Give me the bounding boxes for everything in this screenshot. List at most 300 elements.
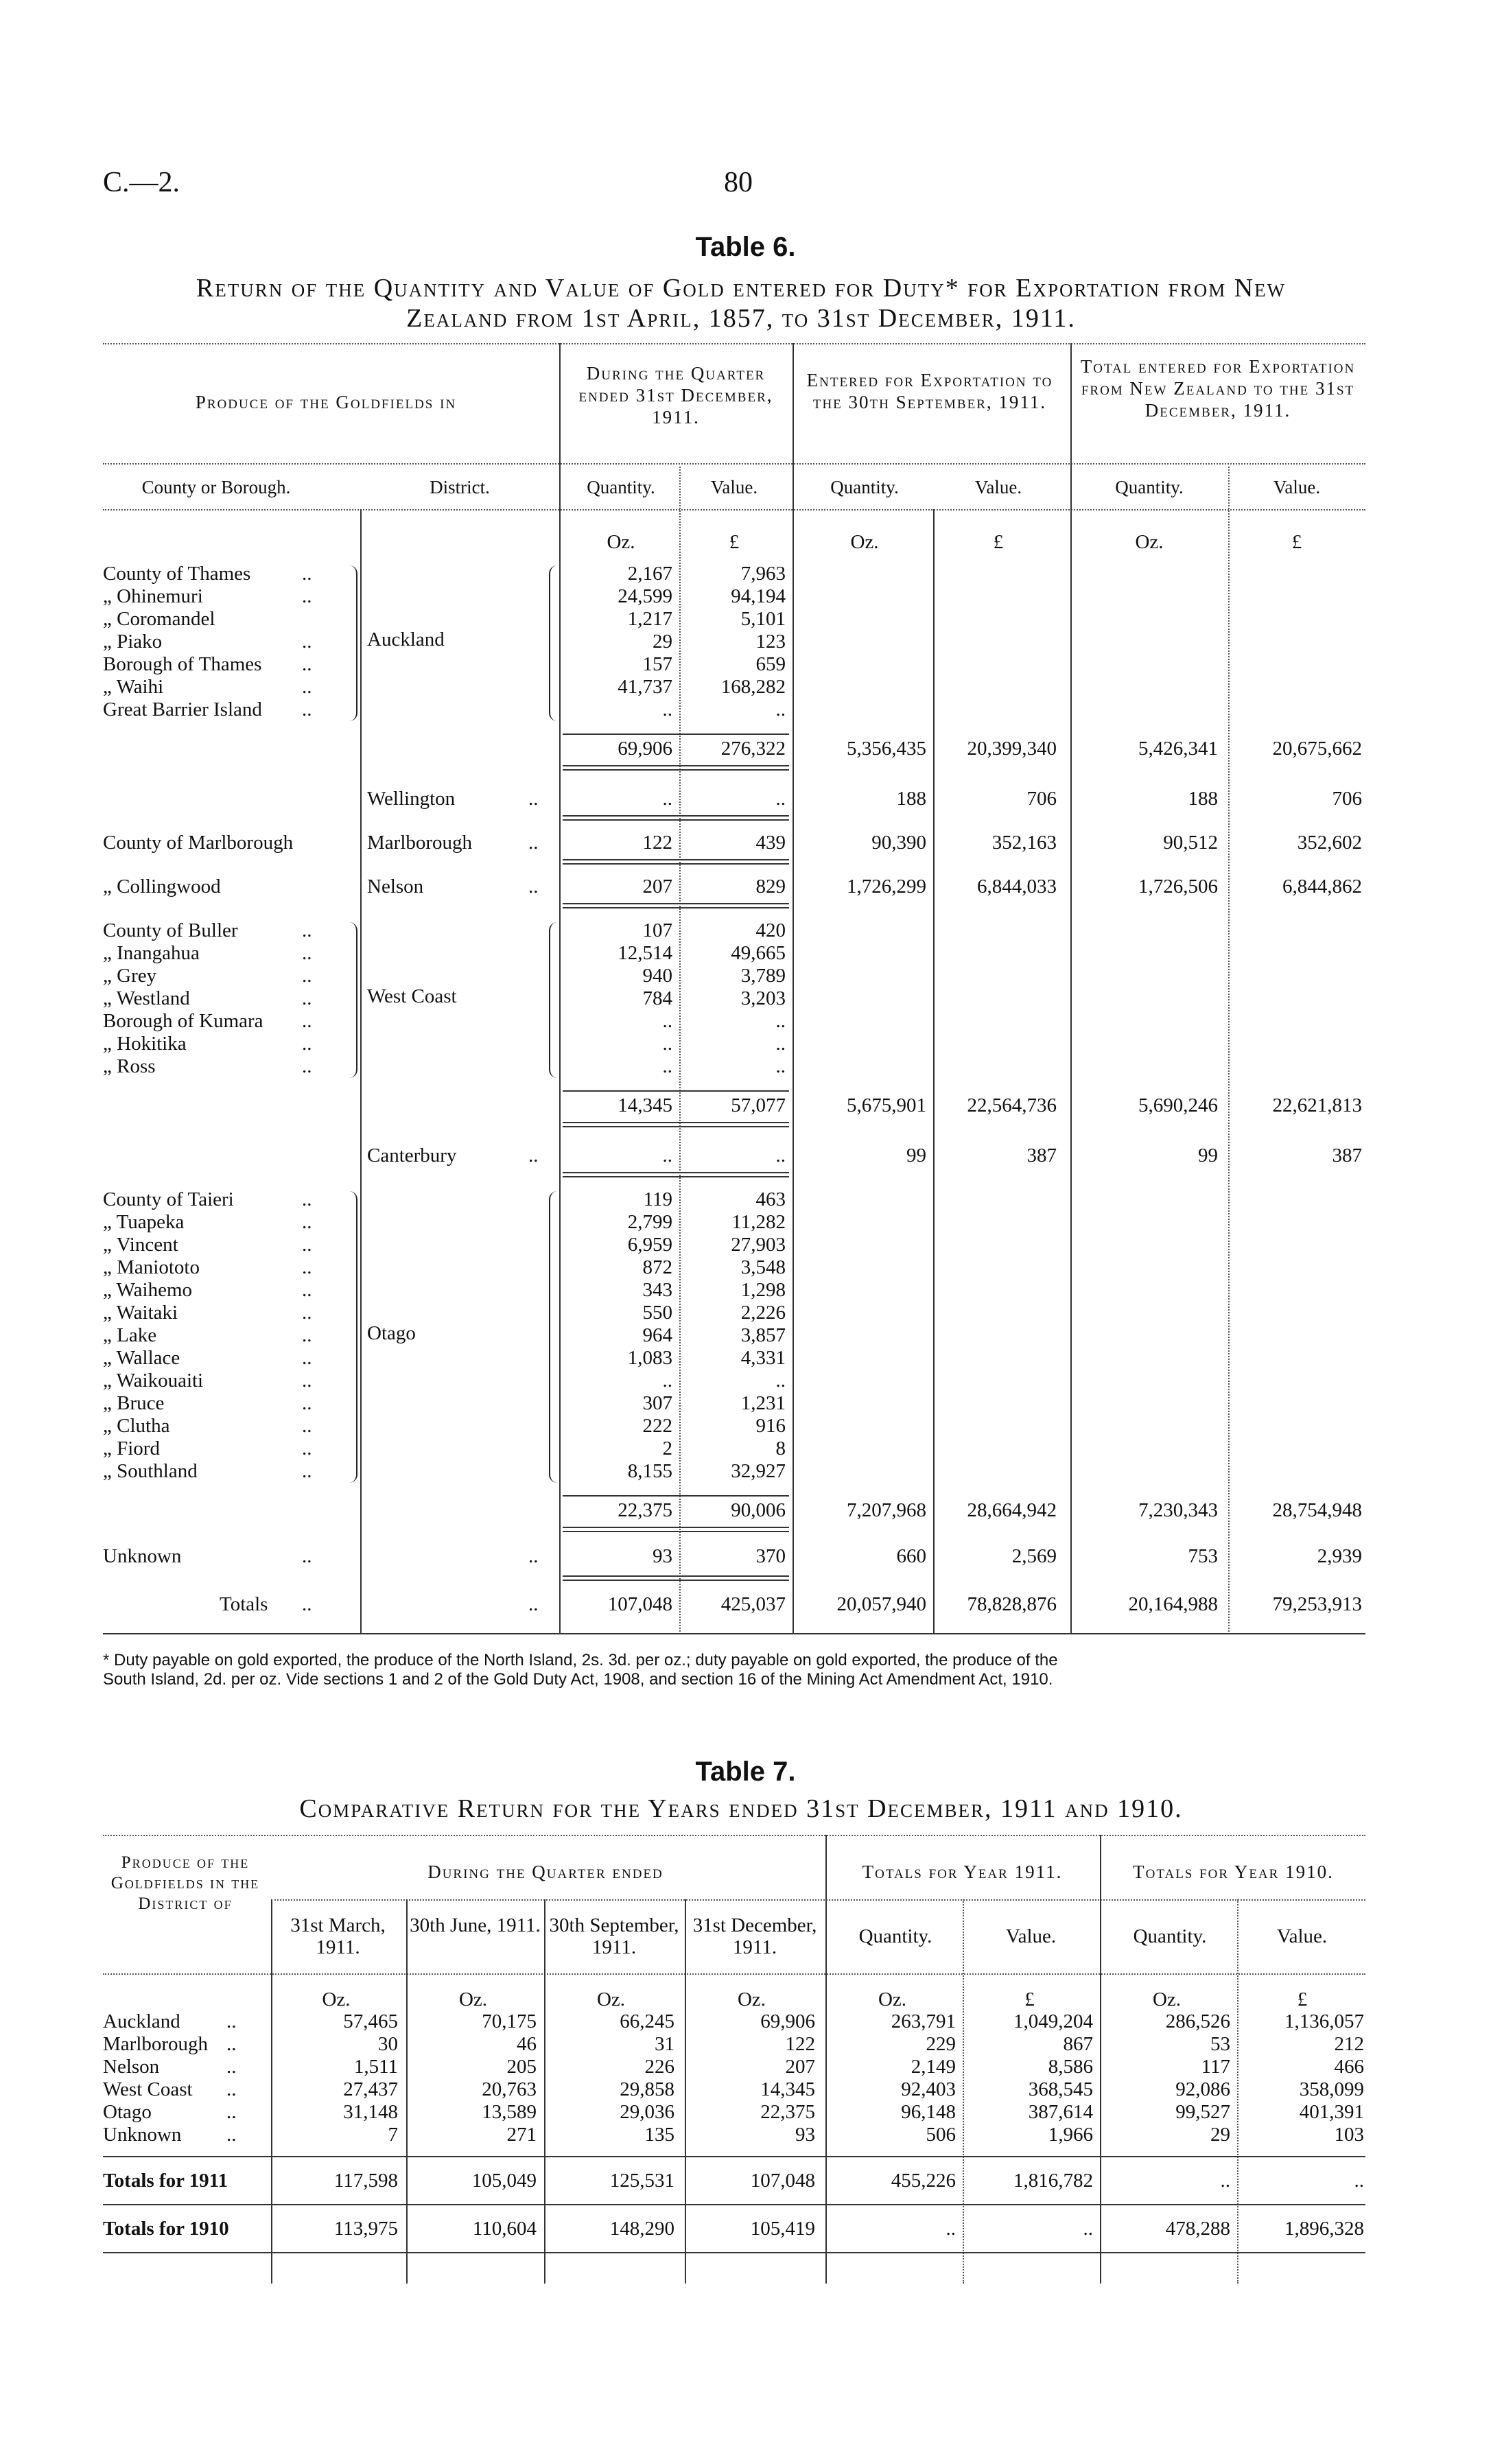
- t6-otago-row-dots: ..: [302, 1460, 312, 1482]
- t7-row-tv10: 1,136,057: [1284, 2010, 1364, 2032]
- t7-row-q1: 57,465: [343, 2010, 398, 2032]
- t6-otago-row-val: 32,927: [731, 1460, 786, 1482]
- t6-nelson-eq: 1,726,299: [847, 876, 926, 897]
- page-number: 80: [724, 167, 753, 198]
- t6-nelson-district: Nelson: [367, 876, 424, 897]
- t7-row-tv11: 1,966: [1048, 2124, 1093, 2146]
- t7-row-tq10: 53: [1210, 2033, 1230, 2055]
- t6-otago-row-qty: 8,155: [627, 1460, 672, 1482]
- t6-marlborough-dots: ..: [528, 832, 539, 854]
- t6-canterbury-ev: 387: [1026, 1145, 1057, 1166]
- t7-row-q2: 46: [517, 2033, 537, 2055]
- t6-westcoast-row-qty: ..: [662, 1055, 672, 1077]
- t6-otago-row-dots: ..: [302, 1256, 312, 1278]
- t7-totals1910-name: Totals for 1910: [103, 2218, 229, 2240]
- t6-unknown-tv: 2,939: [1317, 1545, 1362, 1567]
- t6-wellington-val: ..: [775, 788, 786, 810]
- t7-row-tv10: 103: [1334, 2124, 1364, 2146]
- t6-totals-ev: 78,828,876: [967, 1593, 1057, 1615]
- table7-title: Table 7.: [695, 1757, 796, 1787]
- t7-row-tv11: 867: [1063, 2033, 1093, 2055]
- t6-nelson-qty: 207: [642, 876, 672, 897]
- t7-row-q1: 27,437: [343, 2078, 398, 2100]
- t6-nelson-tv: 6,844,862: [1282, 876, 1362, 897]
- t6-wellington-eq: 188: [896, 788, 926, 810]
- t7-row-q1: 31,148: [343, 2101, 398, 2123]
- t7-head-tot1911: Totals for Year 1911.: [862, 1862, 1063, 1882]
- t6-unit-oz-3: Oz.: [1135, 531, 1164, 553]
- t6-auckland-row-val: 5,101: [740, 608, 786, 630]
- t6-otago-row-name: „ Waihemo: [103, 1279, 193, 1301]
- t7-totals1910-q2: 110,604: [472, 2218, 537, 2240]
- t6-otago-row-qty: 550: [642, 1302, 672, 1324]
- t6-otago-row-name: „ Clutha: [103, 1415, 170, 1437]
- t6-auckland-brace-right: [347, 565, 357, 721]
- t6-head-entered-val: Value.: [974, 477, 1022, 497]
- t6-westcoast-row-name: „ Ross: [103, 1055, 156, 1077]
- t6-westcoast-total-qty: 14,345: [618, 1094, 672, 1116]
- t6-otago-total-eq: 7,207,968: [847, 1499, 926, 1521]
- t7-totals1911-tv10: ..: [1354, 2170, 1364, 2192]
- t6-totals-eq: 20,057,940: [836, 1593, 926, 1615]
- t7-head-q2: 30th June, 1911.: [410, 1914, 541, 1936]
- t6-otago-total-val: 90,006: [731, 1499, 786, 1521]
- t6-westcoast-total-eq: 5,675,901: [847, 1094, 926, 1116]
- t7-head-q1: 31st March, 1911.: [290, 1914, 386, 1958]
- t7-unit-oz-q1: Oz.: [322, 1988, 351, 2010]
- table6-footnote-line2: South Island, 2d. per oz. Vide sections 1 and 2 of the Gold Duty Act, 1908, and section 16 of the Mining Act Amendment Act, 1910.: [103, 1670, 1053, 1689]
- t6-otago-row-name: „ Vincent: [103, 1234, 178, 1256]
- t7-head-qty10: Quantity.: [1133, 1925, 1207, 1947]
- t6-westcoast-total-ev: 22,564,736: [967, 1094, 1057, 1116]
- t6-otago-row-qty: 6,959: [627, 1234, 672, 1256]
- t6-westcoast-row-qty: ..: [662, 1033, 672, 1055]
- t6-otago-row-dots: ..: [302, 1415, 312, 1437]
- t7-row-name: Auckland: [103, 2010, 180, 2032]
- t6-totals-name: Totals: [220, 1593, 268, 1615]
- t6-auckland-row-dots: ..: [302, 585, 312, 607]
- t7-unit-oz-q2: Oz.: [458, 1988, 488, 2010]
- t6-auckland-total-val: 276,322: [720, 738, 786, 760]
- t6-otago-district: Otago: [367, 1322, 416, 1344]
- table6-title: Table 6.: [695, 232, 796, 262]
- t7-row-name: Unknown: [103, 2124, 182, 2146]
- t6-unknown-eq: 660: [896, 1545, 926, 1567]
- t7-row-q1: 7: [388, 2124, 398, 2146]
- t6-otago-row-qty: 1,083: [627, 1347, 672, 1369]
- t7-row-q2: 20,763: [482, 2078, 537, 2100]
- t6-westcoast-brace-right: [347, 922, 357, 1078]
- t6-otago-row-qty: 307: [642, 1392, 672, 1414]
- t7-row-tq11: 96,148: [901, 2101, 956, 2123]
- t6-marlborough-district: Marlborough: [367, 832, 473, 854]
- t6-marlborough-ev: 352,163: [991, 832, 1057, 854]
- t7-head-val11: Value.: [1005, 1925, 1057, 1947]
- t7-row-q4: 22,375: [760, 2101, 815, 2123]
- table6-footnote-line1: * Duty payable on gold exported, the produce of the North Island, 2s. 3d. per oz.; duty payable on gold exported, the produce of the: [103, 1651, 1058, 1669]
- t7-row-name: Otago: [103, 2101, 152, 2123]
- t6-otago-row-val: 3,857: [740, 1324, 786, 1346]
- t6-head-entered-qty: Quantity.: [830, 477, 899, 497]
- t6-auckland-row-name: Borough of Thames: [103, 653, 262, 675]
- t6-westcoast-row-dots: ..: [302, 919, 312, 941]
- t6-auckland-row-dots: ..: [302, 653, 312, 675]
- t6-westcoast-row-name: Borough of Kumara: [103, 1010, 263, 1032]
- table6-subtitle-line1: Return of the Quantity and Value of Gold entered for Duty* for Exportation from New: [196, 274, 1287, 303]
- t6-otago-row-qty: 2: [662, 1438, 672, 1459]
- t7-row-q2: 205: [506, 2056, 537, 2078]
- t6-westcoast-row-name: „ Inangahua: [103, 942, 200, 964]
- t6-auckland-total-qty: 69,906: [618, 738, 672, 760]
- t6-westcoast-row-name: County of Buller: [103, 919, 238, 941]
- t7-row-q4: 69,906: [760, 2010, 815, 2032]
- t6-otago-row-name: „ Lake: [103, 1324, 157, 1346]
- t7-totals1910-tv10: 1,896,328: [1284, 2218, 1364, 2240]
- t7-row-tq10: 29: [1210, 2124, 1230, 2146]
- t7-row-q3: 31: [655, 2033, 674, 2055]
- t6-head-county: County or Borough.: [141, 477, 291, 497]
- t6-auckland-row-dots: ..: [302, 631, 312, 653]
- t7-row-tq10: 92,086: [1175, 2078, 1230, 2100]
- t7-row-tv11: 8,586: [1048, 2056, 1093, 2078]
- t7-totals1911-tv11: 1,816,782: [1013, 2170, 1093, 2192]
- t6-otago-row-val: ..: [775, 1370, 786, 1392]
- t6-otago-total-tv: 28,754,948: [1272, 1499, 1362, 1521]
- t6-otago-row-dots: ..: [302, 1211, 312, 1233]
- t6-otago-row-val: 1,231: [740, 1392, 786, 1414]
- t6-wellington-dots: ..: [528, 788, 539, 810]
- table7-subtitle: Comparative Return for the Years ended 31st December, 1911 and 1910.: [299, 1794, 1183, 1823]
- t7-head-tot1910: Totals for Year 1910.: [1133, 1862, 1334, 1882]
- t6-otago-row-qty: 2,799: [627, 1211, 672, 1233]
- t6-otago-row-dots: ..: [302, 1302, 312, 1324]
- t6-auckland-row-val: 123: [755, 631, 786, 653]
- t7-unit-oz-tq11: Oz.: [878, 1988, 907, 2010]
- t7-row-tv10: 358,099: [1299, 2078, 1364, 2100]
- t7-row-name: Nelson: [103, 2056, 160, 2078]
- t6-nelson-tq: 1,726,506: [1138, 876, 1218, 897]
- t7-row-tq10: 117: [1201, 2056, 1230, 2078]
- t6-auckland-row-val: 7,963: [740, 563, 786, 585]
- t6-otago-row-name: „ Southland: [103, 1460, 198, 1482]
- t7-totals1910-tv11: ..: [1083, 2218, 1093, 2240]
- t6-otago-row-val: 27,903: [731, 1234, 786, 1256]
- t6-canterbury-qty: ..: [662, 1145, 672, 1166]
- t6-auckland-total-tq: 5,426,341: [1138, 738, 1218, 760]
- t6-head-during: During the Quarter ended 31st December, 1911.: [578, 363, 773, 427]
- t6-otago-row-qty: 964: [642, 1324, 672, 1346]
- t6-wellington-ev: 706: [1026, 788, 1057, 810]
- t7-unit-oz-q4: Oz.: [737, 1988, 766, 2010]
- t7-totals1910-q4: 105,419: [750, 2218, 815, 2240]
- t6-totals-dots2: ..: [528, 1593, 539, 1615]
- t7-row-q3: 66,245: [620, 2010, 674, 2032]
- t7-unit-oz-tq10: Oz.: [1152, 1988, 1182, 2010]
- t6-westcoast-row-dots: ..: [302, 1033, 312, 1055]
- t6-westcoast-total-val: 57,077: [731, 1094, 786, 1116]
- t6-auckland-row-qty: ..: [662, 699, 672, 720]
- t7-head-produce: Produce of the Goldfields in the District of: [110, 1853, 260, 1913]
- t6-otago-row-qty: 872: [642, 1256, 672, 1278]
- t7-row-tv11: 368,545: [1028, 2078, 1093, 2100]
- t6-unit-oz-2: Oz.: [850, 531, 879, 553]
- t6-auckland-row-dots: ..: [302, 699, 312, 720]
- t6-westcoast-row-val: 3,789: [740, 965, 786, 987]
- t7-totals1911-q4: 107,048: [750, 2170, 815, 2192]
- t6-otago-row-qty: ..: [662, 1370, 672, 1392]
- t6-unit-pound-3: £: [1291, 531, 1302, 553]
- t7-row-dots: ..: [226, 2101, 237, 2123]
- t6-westcoast-row-val: ..: [775, 1055, 786, 1077]
- t7-row-dots: ..: [226, 2056, 237, 2078]
- t6-auckland-row-name: Great Barrier Island: [103, 699, 262, 720]
- t6-westcoast-row-qty: 107: [642, 919, 672, 941]
- t6-westcoast-row-name: „ Hokitika: [103, 1033, 187, 1055]
- t7-totals1911-name: Totals for 1911: [103, 2170, 228, 2192]
- t6-head-during-qty: Quantity.: [587, 477, 655, 497]
- t6-westcoast-row-qty: 940: [642, 965, 672, 987]
- t7-row-tq10: 99,527: [1175, 2101, 1230, 2123]
- t6-totals-val: 425,037: [720, 1593, 786, 1615]
- t6-auckland-row-qty: 157: [642, 653, 672, 675]
- t6-otago-brace-right: [347, 1191, 357, 1483]
- t6-head-total-val: Value.: [1273, 477, 1321, 497]
- t6-canterbury-tv: 387: [1332, 1145, 1362, 1166]
- t6-otago-total-tq: 7,230,343: [1138, 1499, 1218, 1521]
- t7-row-q3: 135: [644, 2124, 674, 2146]
- t6-otago-row-name: „ Waitaki: [103, 1302, 178, 1324]
- t7-row-name: Marlborough: [103, 2033, 209, 2055]
- t6-otago-row-dots: ..: [302, 1370, 312, 1392]
- t6-otago-total-ev: 28,664,942: [967, 1499, 1057, 1521]
- t7-row-q4: 14,345: [760, 2078, 815, 2100]
- t6-auckland-row-name: „ Coromandel: [103, 608, 215, 630]
- t6-unknown-ev: 2,569: [1011, 1545, 1057, 1567]
- t6-westcoast-row-name: „ Westland: [103, 987, 190, 1009]
- t6-auckland-district: Auckland: [367, 628, 445, 650]
- t6-auckland-row-val: 168,282: [720, 676, 786, 698]
- t6-auckland-total-eq: 5,356,435: [847, 738, 926, 760]
- t6-otago-row-qty: 343: [642, 1279, 672, 1301]
- t6-otago-row-name: „ Wallace: [103, 1347, 180, 1369]
- t7-row-dots: ..: [226, 2010, 237, 2032]
- t6-otago-row-val: 916: [755, 1415, 786, 1437]
- t6-auckland-row-qty: 1,217: [627, 608, 672, 630]
- t6-westcoast-row-qty: ..: [662, 1010, 672, 1032]
- t7-row-q3: 29,858: [620, 2078, 674, 2100]
- t6-marlborough-tv: 352,602: [1297, 832, 1362, 854]
- t6-auckland-row-qty: 24,599: [618, 585, 672, 607]
- t6-otago-row-dots: ..: [302, 1438, 312, 1459]
- t6-marlborough-name: County of Marlborough: [103, 832, 294, 854]
- t6-head-district: District.: [430, 477, 490, 497]
- t6-otago-row-val: 463: [755, 1188, 786, 1210]
- t6-canterbury-eq: 99: [906, 1145, 926, 1166]
- t6-otago-row-dots: ..: [302, 1347, 312, 1369]
- t6-totals-tv: 79,253,913: [1272, 1593, 1362, 1615]
- t6-otago-row-val: 1,298: [740, 1279, 786, 1301]
- t7-row-name: West Coast: [103, 2078, 193, 2100]
- t6-nelson-ev: 6,844,033: [977, 876, 1057, 897]
- t6-marlborough-qty: 122: [642, 832, 672, 854]
- t7-row-q2: 271: [506, 2124, 537, 2146]
- t6-otago-row-val: 11,282: [731, 1211, 786, 1233]
- t7-row-q3: 226: [644, 2056, 674, 2078]
- t6-nelson-val: 829: [755, 876, 786, 897]
- t6-westcoast-row-qty: 12,514: [618, 942, 672, 964]
- t6-otago-row-dots: ..: [302, 1188, 312, 1210]
- t6-unknown-dots: ..: [302, 1545, 312, 1567]
- t7-row-dots: ..: [226, 2078, 237, 2100]
- t6-otago-row-name: „ Waikouaiti: [103, 1370, 204, 1392]
- t7-row-q4: 93: [795, 2124, 815, 2146]
- t6-wellington-tv: 706: [1332, 788, 1362, 810]
- t6-totals-dots: ..: [302, 1593, 312, 1615]
- t6-auckland-row-qty: 41,737: [618, 676, 672, 698]
- t6-unit-oz-1: Oz.: [607, 531, 635, 553]
- t6-auckland-row-dots: ..: [302, 563, 312, 585]
- t6-head-during-val: Value.: [710, 477, 758, 497]
- t7-row-tv10: 401,391: [1299, 2101, 1364, 2123]
- t7-row-tq11: 229: [926, 2033, 956, 2055]
- t6-auckland-row-val: 659: [755, 653, 786, 675]
- t6-westcoast-row-val: 3,203: [740, 987, 786, 1009]
- t6-wellington-tq: 188: [1188, 788, 1218, 810]
- t6-auckland-brace-left: [549, 565, 560, 721]
- t6-westcoast-row-dots: ..: [302, 965, 312, 987]
- t6-marlborough-tq: 90,512: [1163, 832, 1218, 854]
- t7-unit-pound-tv10: £: [1297, 1988, 1308, 2010]
- t7-totals1911-tq11: 455,226: [891, 2170, 956, 2192]
- t6-westcoast-row-val: ..: [775, 1033, 786, 1055]
- t7-row-q3: 29,036: [620, 2101, 674, 2123]
- t7-totals1911-q1: 117,598: [333, 2170, 398, 2192]
- t6-otago-row-qty: 119: [643, 1188, 672, 1210]
- t7-row-tv11: 1,049,204: [1013, 2010, 1093, 2032]
- t7-row-tv10: 212: [1334, 2033, 1364, 2055]
- t7-unit-pound-tv11: £: [1024, 1988, 1035, 2010]
- t6-westcoast-row-dots: ..: [302, 987, 312, 1009]
- t7-row-tq11: 263,791: [891, 2010, 956, 2032]
- t6-westcoast-brace-left: [549, 922, 560, 1078]
- t6-head-entered: Entered for Exportation to the 30th September, 1911.: [806, 370, 1053, 412]
- t6-otago-row-val: 4,331: [740, 1347, 786, 1369]
- t6-otago-row-qty: 222: [642, 1415, 672, 1437]
- t7-head-q4: 31st December, 1911.: [692, 1914, 817, 1958]
- t7-row-tv11: 387,614: [1028, 2101, 1093, 2123]
- t7-totals1910-q1: 113,975: [333, 2218, 398, 2240]
- t6-marlborough-val: 439: [755, 832, 786, 854]
- t6-unknown-qty: 93: [653, 1545, 672, 1567]
- t6-auckland-row-name: „ Piako: [103, 631, 163, 653]
- t6-westcoast-total-tv: 22,621,813: [1272, 1094, 1362, 1116]
- t7-row-tq10: 286,526: [1165, 2010, 1230, 2032]
- t7-row-q1: 30: [378, 2033, 398, 2055]
- t6-westcoast-row-val: 49,665: [731, 942, 786, 964]
- t6-auckland-row-val: ..: [775, 699, 786, 720]
- t6-westcoast-row-name: „ Grey: [103, 965, 157, 987]
- t7-row-q4: 207: [785, 2056, 815, 2078]
- t6-unit-pound-2: £: [993, 531, 1004, 553]
- t6-westcoast-row-qty: 784: [642, 987, 672, 1009]
- t6-marlborough-eq: 90,390: [871, 832, 926, 854]
- t6-westcoast-row-val: ..: [775, 1010, 786, 1032]
- t6-otago-row-val: 8: [775, 1438, 786, 1459]
- table6-subtitle-line2: Zealand from 1st April, 1857, to 31st December, 1911.: [406, 304, 1076, 333]
- t7-unit-oz-q3: Oz.: [596, 1988, 626, 2010]
- t6-westcoast-row-val: 420: [755, 919, 786, 941]
- t7-row-dots: ..: [226, 2033, 237, 2055]
- t7-head-during: During the Quarter ended: [427, 1862, 664, 1882]
- t6-otago-row-val: 2,226: [740, 1302, 786, 1324]
- t6-otago-row-dots: ..: [302, 1279, 312, 1301]
- t6-unknown-val: 370: [755, 1545, 786, 1567]
- t7-totals1911-q2: 105,049: [471, 2170, 537, 2192]
- t7-totals1910-q3: 148,290: [609, 2218, 674, 2240]
- t6-westcoast-row-dots: ..: [302, 942, 312, 964]
- t6-auckland-row-dots: ..: [302, 676, 312, 698]
- t6-totals-tq: 20,164,988: [1128, 1593, 1218, 1615]
- t6-otago-row-dots: ..: [302, 1234, 312, 1256]
- t7-head-q3: 30th September, 1911.: [549, 1914, 679, 1958]
- t6-auckland-total-tv: 20,675,662: [1272, 738, 1362, 760]
- t6-auckland-total-ev: 20,399,340: [967, 738, 1057, 760]
- t7-row-tq11: 2,149: [911, 2056, 956, 2078]
- page-reference: C.—2.: [103, 167, 180, 198]
- t7-row-tq11: 92,403: [901, 2078, 956, 2100]
- t6-otago-row-name: „ Tuapeka: [103, 1211, 185, 1233]
- t6-otago-brace-left: [549, 1191, 560, 1483]
- t6-otago-row-dots: ..: [302, 1324, 312, 1346]
- t6-auckland-row-name: County of Thames: [103, 563, 251, 585]
- t7-row-q2: 70,175: [482, 2010, 537, 2032]
- t6-westcoast-row-dots: ..: [302, 1010, 312, 1032]
- t6-auckland-row-qty: 29: [653, 631, 672, 653]
- t6-otago-total-qty: 22,375: [618, 1499, 672, 1521]
- t6-otago-row-name: „ Maniototo: [103, 1256, 200, 1278]
- t7-row-q1: 1,511: [353, 2056, 398, 2078]
- t6-wellington-district: Wellington: [367, 788, 456, 810]
- t6-canterbury-dots: ..: [528, 1145, 539, 1166]
- t6-head-produce: Produce of the Goldfields in: [195, 392, 457, 412]
- t7-totals1910-tq11: ..: [946, 2218, 956, 2240]
- t7-head-val10: Value.: [1276, 1925, 1328, 1947]
- t6-canterbury-val: ..: [775, 1145, 786, 1166]
- t6-otago-row-name: „ Bruce: [103, 1392, 165, 1414]
- t6-nelson-name: „ Collingwood: [103, 876, 221, 897]
- t6-auckland-row-name: „ Ohinemuri: [103, 585, 203, 607]
- t6-canterbury-district: Canterbury: [367, 1145, 457, 1166]
- t7-head-qty11: Quantity.: [858, 1925, 932, 1947]
- t7-row-tv10: 466: [1334, 2056, 1364, 2078]
- t6-unknown-tq: 753: [1188, 1545, 1218, 1567]
- t6-unknown-dots2: ..: [528, 1545, 539, 1567]
- t6-nelson-dots: ..: [528, 876, 539, 897]
- t7-row-dots: ..: [226, 2124, 237, 2146]
- t6-westcoast-row-dots: ..: [302, 1055, 312, 1077]
- t6-head-total-qty: Quantity.: [1115, 477, 1184, 497]
- t6-canterbury-tq: 99: [1198, 1145, 1218, 1166]
- t6-otago-row-name: County of Taieri: [103, 1188, 234, 1210]
- t6-otago-row-name: „ Fiord: [103, 1438, 160, 1459]
- t6-unit-pound-1: £: [729, 531, 740, 553]
- t6-auckland-row-name: „ Waihi: [103, 676, 164, 698]
- t7-row-tq11: 506: [926, 2124, 956, 2146]
- t7-row-q4: 122: [785, 2033, 815, 2055]
- t7-totals1911-q3: 125,531: [609, 2170, 674, 2192]
- t7-totals1911-tq10: ..: [1220, 2170, 1230, 2192]
- t7-totals1910-tq10: 478,288: [1165, 2218, 1230, 2240]
